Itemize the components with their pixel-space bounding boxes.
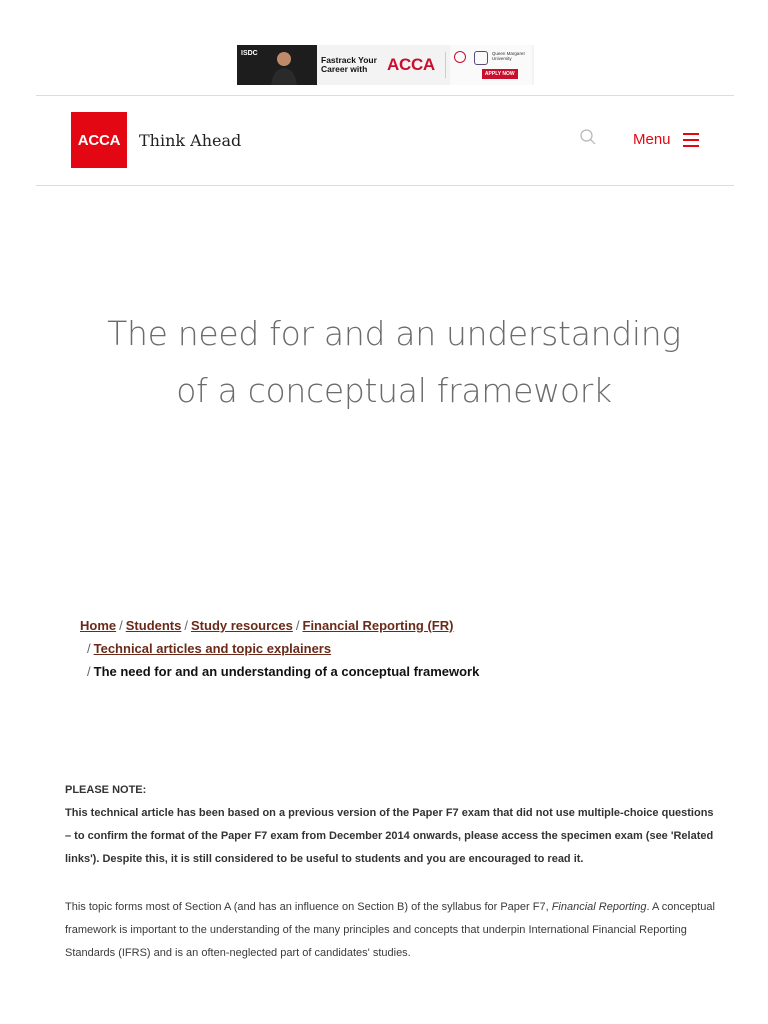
intro-paragraph: This topic forms most of Section A (and has an influence on Section B) of the syllabus for Paper F7, Financial Reporting. A conceptual framework is important to the understanding of the many principles and concepts that underpin International Financial Reporting Standards (IFRS) and is an often-neglected part of candidates' studies. — [65, 901, 715, 959]
breadcrumb-study-resources[interactable]: Study resources — [191, 618, 293, 633]
ad-divider — [445, 52, 446, 78]
page-title: The need for and an understanding of a conceptual framework — [107, 314, 681, 410]
note-body: This technical article has been based on a previous version of the Paper F7 exam that did not use multiple-choice questions – to confirm the format of the Paper F7 exam from December 2014 onwards, please access the specimen exam (see 'Related links'). Despite this, it is still considered to be useful to students and you are encouraged to read it. — [65, 807, 714, 865]
note-heading: PLEASE NOTE: — [65, 784, 147, 796]
university-crest-icon — [474, 51, 488, 65]
menu-label: Menu — [633, 131, 671, 148]
ad-university-name: Queen Margaret University — [491, 51, 525, 61]
ad-partner — [450, 45, 532, 85]
acca-logo[interactable]: ACCA — [71, 112, 127, 168]
brand-tagline: Think Ahead — [139, 131, 242, 150]
header-bottom-divider — [36, 185, 734, 186]
search-icon[interactable] — [579, 128, 597, 146]
menu-button[interactable] — [633, 131, 699, 148]
advertisement-banner[interactable] — [237, 45, 534, 85]
paper-name: Financial Reporting — [551, 901, 647, 913]
ad-logo: ISDC — [241, 50, 258, 57]
hamburger-icon — [683, 133, 699, 147]
ad-photo — [237, 45, 317, 85]
article-body — [65, 779, 715, 965]
ad-apply-button[interactable]: APPLY NOW — [482, 69, 518, 79]
ad-brand: ACCA — [387, 55, 435, 74]
breadcrumb-current: The need for and an understanding of a conceptual framework — [93, 664, 480, 679]
breadcrumb: Home / Students / Study resources / Financial Reporting (FR) / Technical articles and topic explainers / The need for and an understanding of a conceptual framework — [80, 618, 480, 679]
ad-headline: Fastrack Your Career with — [321, 55, 377, 74]
breadcrumb-students[interactable]: Students — [125, 618, 182, 633]
breadcrumb-home[interactable]: Home — [80, 618, 117, 633]
breadcrumb-financial-reporting[interactable]: Financial Reporting (FR) — [302, 618, 454, 633]
breadcrumb-technical-articles[interactable]: Technical articles and topic explainers — [93, 641, 332, 656]
ad-person-image — [269, 49, 299, 85]
ad-badge-icon — [454, 51, 466, 63]
header-top-divider — [36, 95, 734, 96]
